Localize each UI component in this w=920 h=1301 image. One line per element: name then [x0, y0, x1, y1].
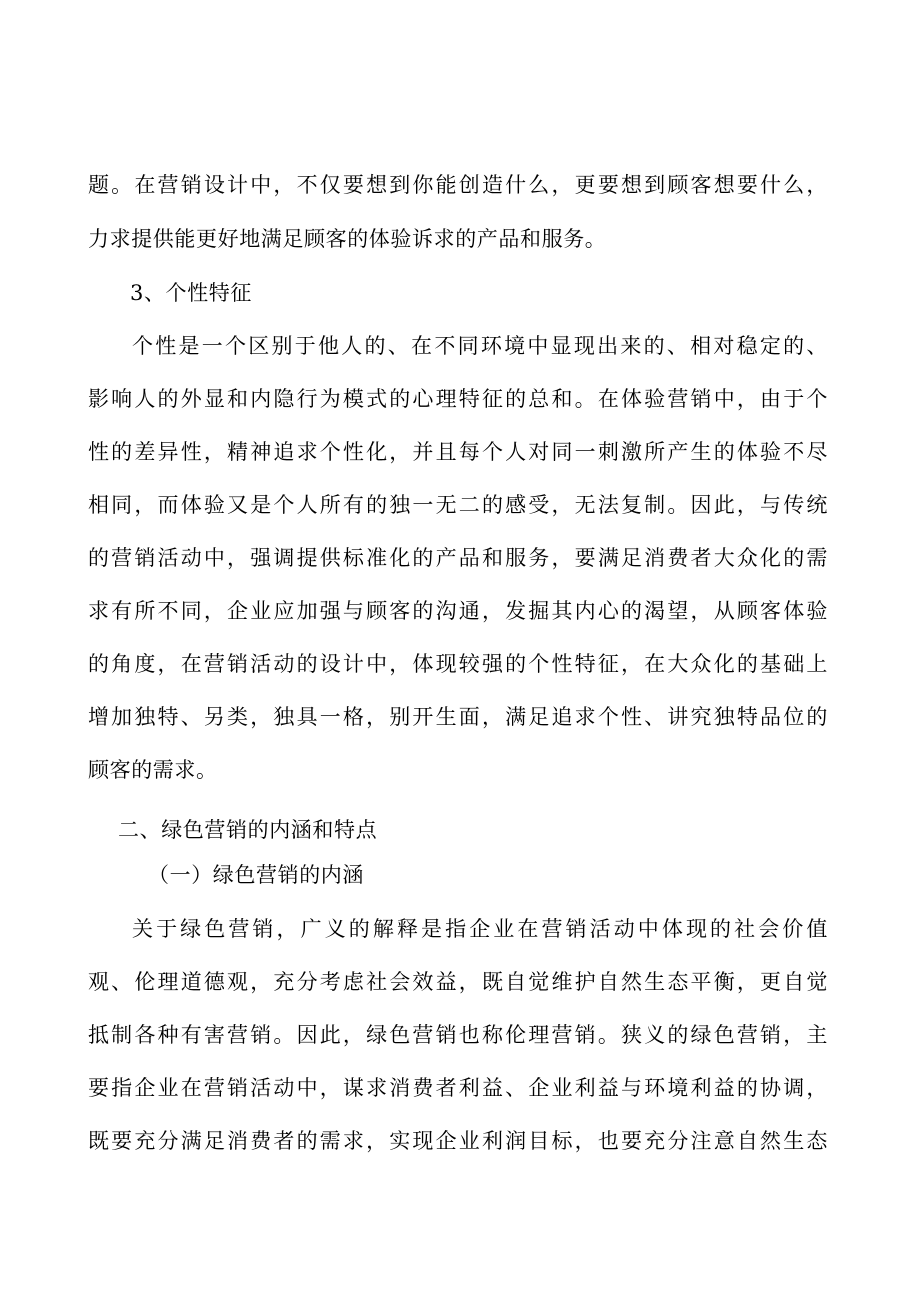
- paragraph-line: 影响人的外显和内隐行为模式的心理特征的总和。在体验营销中，由于个: [88, 387, 828, 411]
- paragraph-line: 力求提供能更好地满足顾客的体验诉求的产品和服务。: [88, 227, 607, 251]
- paragraph-line: 既要充分满足消费者的需求，实现企业利润目标，也要充分注意自然生态: [88, 1129, 828, 1153]
- paragraph-line: 相同，而体验又是个人所有的独一无二的感受，无法复制。因此，与传统: [88, 493, 828, 517]
- paragraph-line: 观、伦理道德观，充分考虑社会效益，既自觉维护自然生态平衡，更自觉: [88, 970, 828, 994]
- paragraph-line: 要指企业在营销活动中，谋求消费者利益、企业利益与环境利益的协调，: [88, 1076, 828, 1100]
- paragraph-line: 关于绿色营销，广义的解释是指企业在营销活动中体现的社会价值: [132, 917, 828, 941]
- paragraph-line: 求有所不同，企业应加强与顾客的沟通，发掘其内心的渴望，从顾客体验: [88, 599, 828, 623]
- paragraph-line: 的角度，在营销活动的设计中，体现较强的个性特征，在大众化的基础上: [88, 652, 828, 676]
- paragraph-line: 的营销活动中，强调提供标准化的产品和服务，要满足消费者大众化的需: [88, 546, 828, 570]
- paragraph-line: 抵制各种有害营销。因此，绿色营销也称伦理营销。狭义的绿色营销，主: [88, 1023, 828, 1047]
- section-heading: 3、个性特征: [130, 281, 252, 305]
- paragraph-line: 顾客的需求。: [88, 758, 218, 782]
- subsection-heading: （一）绿色营销的内涵: [148, 863, 364, 887]
- paragraph-line: 个性是一个区别于他人的、在不同环境中显现出来的、相对稳定的、: [132, 334, 828, 358]
- paragraph-line: 增加独特、另类，独具一格，别开生面，满足追求个性、讲究独特品位的: [88, 705, 828, 729]
- paragraph-line: 性的差异性，精神追求个性化，并且每个人对同一刺激所产生的体验不尽: [88, 440, 828, 464]
- chapter-heading: 二、绿色营销的内涵和特点: [118, 818, 378, 842]
- paragraph-line: 题。在营销设计中，不仅要想到你能创造什么，更要想到顾客想要什么，: [88, 173, 828, 197]
